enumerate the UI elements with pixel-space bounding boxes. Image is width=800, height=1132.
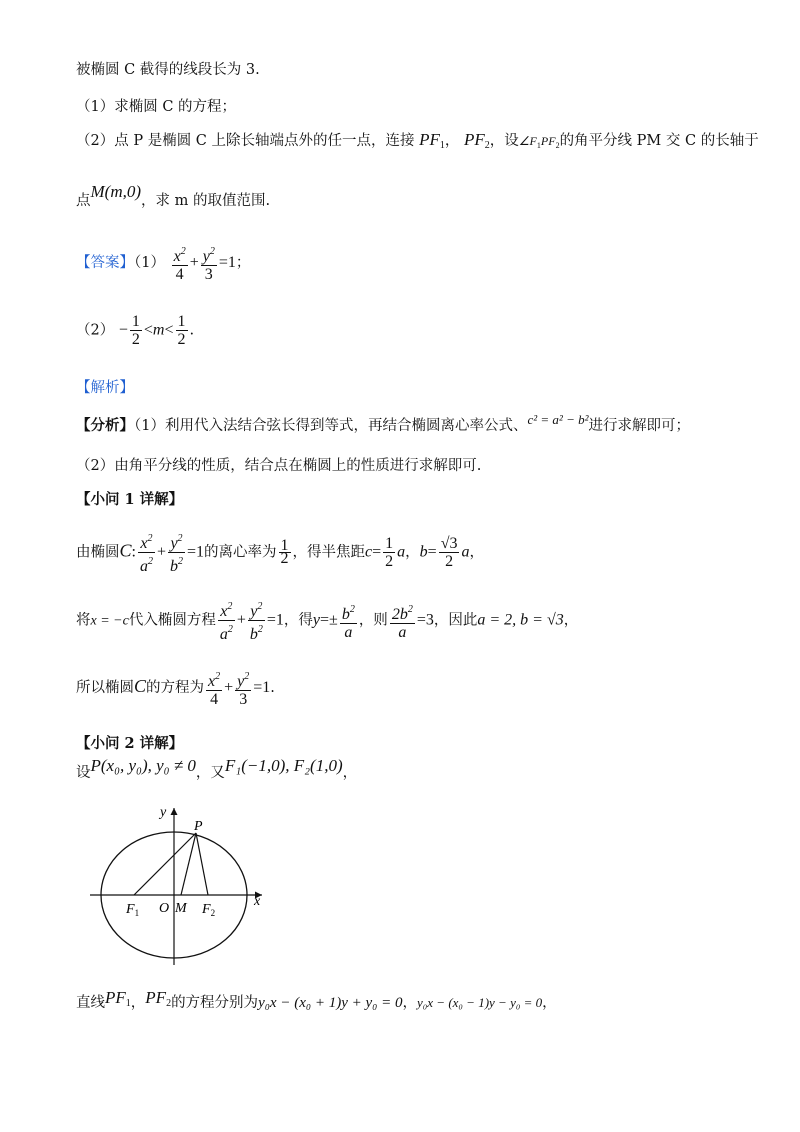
math-pf1-b: $PF_1$: [105, 988, 131, 1009]
frac-b2-a: $\frac{b^2}{a}$: [340, 601, 357, 641]
sub1-text-eq-is: 的方程为: [146, 680, 205, 696]
problem-part2-text-end: 的角平分线 PM 交 C 的长轴于: [559, 133, 759, 149]
math-p-def: P(x₀, y₀), y₀ ≠ 0: [90, 756, 196, 775]
frac-y2-3: $\frac{y^2}{3}$: [201, 243, 217, 283]
fenxi-line1: [76, 412, 690, 436]
frac-half-neg: $\frac{1}{2}$: [131, 313, 140, 348]
comma: ，: [130, 995, 146, 1011]
var-m: m: [152, 321, 165, 339]
frac-y2-3-b: $\frac{y^2}{3}$: [235, 668, 251, 708]
answer-line2: （2） − $\frac{1}{2}$ <m< $\frac{1}{2}$ .: [76, 313, 195, 348]
frac-x2-4-b: $\frac{x^2}{4}$: [206, 668, 222, 708]
sub2-text-eqs: 的方程分别为: [171, 995, 259, 1011]
math-angle: $\angle F_1PF_2$: [518, 134, 560, 150]
answer-line1: 【答案】（1） $\frac{x^2}{4}$ + $\frac{y^2}{3}$ =1；: [76, 243, 250, 283]
sub1-text-a: 由椭圆: [76, 544, 120, 561]
segment-pf2: [196, 833, 208, 895]
text-point: 点: [76, 193, 91, 209]
math-x-eq-neg-c: x = −c: [90, 613, 129, 629]
answer-tag: 【答案】: [76, 255, 134, 271]
sub1-text-c: ，得半焦距: [292, 544, 366, 561]
semicolon: ；: [235, 255, 251, 271]
fenxi-line2: （2）由角平分线的性质，结合点在椭圆上的性质进行求解即可.: [76, 458, 482, 474]
frac-y2-b2-b: $\frac{y^2}{b^2}$: [248, 598, 265, 643]
comma-set: ，设: [489, 133, 519, 149]
fenxi-text-a: （1）利用代入法结合弦长得到等式，再结合椭圆离心率公式、: [134, 418, 528, 434]
frac-x2-4: $\frac{x^2}{4}$: [172, 243, 188, 283]
math-f-def: F₁(−1,0), F₂(1,0): [224, 756, 343, 775]
label-o: O: [159, 901, 170, 916]
sub1-line1: 由椭圆C: $\frac{x^2}{a^2}$ + $\frac{y^2}{b^2}$ =1的离心率为 $\frac{1}{2}$ ，得半焦距c= $\frac{1}{2}$ a，b= $\frac{√3}{2}$ a，: [76, 530, 484, 575]
frac-b: $\frac{√3}{2}$: [440, 535, 458, 570]
period: .: [270, 680, 275, 696]
math-a-b-values: a = 2, b = √3: [477, 611, 564, 629]
jiexi-heading: 【解析】: [76, 380, 134, 396]
sub2-text-also: ，又: [195, 765, 225, 781]
sub2-heading: 【小问 2 详解】: [76, 735, 184, 752]
sub1-text-then: ，则: [358, 612, 388, 629]
fenxi-text-b: 进行求解即可；: [588, 418, 690, 434]
label-m: M: [175, 901, 187, 916]
comma: ，: [405, 544, 420, 561]
answer-part2-label: （2）: [76, 322, 115, 339]
segment-pf1: [134, 833, 196, 895]
comma: ，: [402, 995, 417, 1011]
sub2-text-lines: 直线: [76, 995, 105, 1011]
comma: ，: [563, 612, 579, 629]
comma: ，: [542, 995, 557, 1011]
frac-x2-a2-b: $\frac{x^2}{a^2}$: [218, 598, 235, 643]
comma: ，: [342, 765, 358, 781]
sub2-line2: [76, 988, 557, 1018]
problem-part2: [76, 130, 759, 156]
frac-half: $\frac{1}{2}$: [177, 313, 186, 348]
frac-x2-a2: $\frac{x^2}{a^2}$: [138, 530, 155, 575]
frac-2b2-a: $\frac{2b^2}{a}$: [390, 601, 415, 641]
text-range: ，求 m 的取值范围.: [141, 193, 271, 209]
math-m-point: M(m,0): [90, 182, 142, 201]
comma: ，: [444, 133, 460, 149]
problem-text-line1: 被椭圆 C 截得的线段长为 3.: [76, 62, 260, 78]
problem-part2-cont: [76, 182, 271, 211]
problem-part2-text: （2）点 P 是椭圆 C 上除长轴端点外的任一点，连接: [76, 133, 415, 149]
math-line-pf2: y₀x − (x₀ − 1)y − y₀ = 0: [416, 995, 543, 1010]
frac-c: $\frac{1}{2}$: [385, 535, 394, 570]
label-p: P: [194, 819, 203, 834]
label-y: y: [160, 805, 167, 820]
frac-y2-b2: $\frac{y^2}{b^2}$: [168, 530, 185, 575]
eq-one: 1: [227, 254, 236, 271]
math-line-pf1: y₀x − (x₀ + 1)y + y₀ = 0: [258, 995, 403, 1011]
math-c2-formula: c² = a² − b²: [527, 412, 589, 427]
comma: ，: [469, 544, 484, 561]
sub1-text-b: 的离心率为: [204, 544, 277, 561]
period: .: [189, 322, 195, 339]
sub1-heading: 【小问 1 详解】: [76, 491, 184, 508]
frac-ecc: $\frac{1}{2}$: [280, 537, 289, 567]
sub1-text-get: ，得: [283, 612, 313, 629]
math-pf2-b: $PF_2$: [145, 988, 172, 1009]
math-pf1: $PF_1$: [419, 130, 445, 151]
label-f2: $F_2$: [202, 902, 216, 918]
sub1-text-so: 所以椭圆: [76, 680, 134, 696]
sub2-line1: [76, 756, 358, 783]
math-pf2: $PF_2$: [464, 130, 490, 151]
fenxi-tag: 【分析】: [76, 417, 134, 434]
sub1-text-sub: 将: [76, 612, 91, 629]
answer-part1-label: （1）: [134, 255, 165, 271]
problem-part1: （1）求椭圆 C 的方程；: [76, 99, 237, 115]
sub1-line3: 所以椭圆C的方程为 $\frac{x^2}{4}$ + $\frac{y^2}{3}$ =1.: [76, 668, 275, 708]
sub1-line2: 将x = −c代入椭圆方程 $\frac{x^2}{a^2}$ + $\frac{y^2}{b^2}$ =1，得y=± $\frac{b^2}{a}$ ，则 $\frac{2b^2}{a}$ =3，因此a = 2, b = √3，: [76, 598, 578, 643]
label-f1: $F_1$: [126, 902, 140, 918]
label-x: x: [254, 894, 261, 909]
sub2-text-let: 设: [76, 765, 91, 781]
ellipse-figure: [90, 800, 280, 970]
segment-pm: [181, 833, 196, 895]
sub1-text-into: 代入椭圆方程: [128, 612, 216, 629]
sub1-text-therefore: ，因此: [433, 612, 478, 629]
